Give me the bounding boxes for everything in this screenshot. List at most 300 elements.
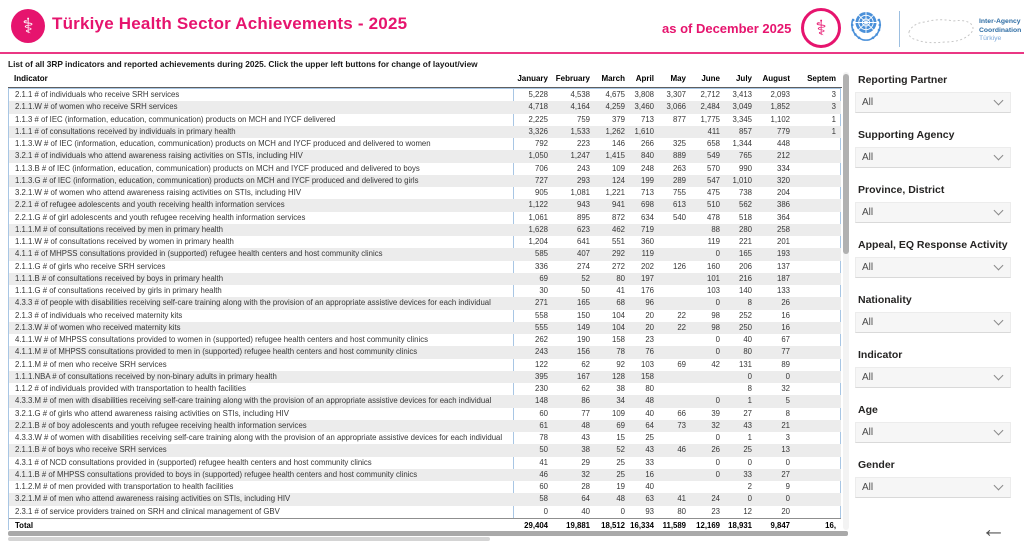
value-cell: 19: [616, 482, 625, 491]
indicator-cell: 2.2.1.G # of girl adolescents and youth refugee receiving health information services: [15, 212, 306, 222]
value-cell: 48: [645, 396, 654, 406]
value-cell: 759: [576, 114, 590, 124]
table-header-row: [8, 70, 842, 88]
indicator-cell: 4.3.3.W # of women with disabilities receiving self-care training along with the provision of an appropriate assistive devices for each individual: [15, 433, 503, 442]
value-cell: 41: [539, 457, 548, 467]
back-arrow-icon[interactable]: ←: [981, 515, 1006, 543]
table-row[interactable]: [9, 395, 841, 407]
value-cell: 33: [743, 469, 752, 479]
value-cell: 0: [715, 396, 720, 406]
indicator-cell: 1.1.1.W # of consultations received by women in primary health: [15, 237, 234, 246]
value-cell: 0: [715, 335, 720, 344]
value-cell: 272: [611, 261, 625, 271]
value-cell: 93: [645, 506, 654, 516]
value-cell: 63: [645, 494, 654, 504]
indicator-cell: 4.1.1 # of MHPSS consultations provided in (supported) refugee health centers and host community clinics: [15, 249, 383, 259]
value-cell: 62: [581, 359, 590, 369]
filter-label: Reporting Partner: [858, 74, 948, 86]
total-row: [9, 518, 841, 532]
value-cell: 150: [576, 310, 590, 320]
value-cell: 52: [616, 445, 625, 455]
chevron-down-icon: [994, 316, 1004, 326]
indicator-cell: 1.1.3.W # of IEC (information, education, communication) products on MCH and IYCF produced and delivered to women: [15, 139, 431, 148]
column-header-may[interactable]: May: [670, 74, 686, 83]
value-cell: 165: [576, 298, 590, 308]
value-cell: 462: [611, 224, 625, 234]
value-cell: 73: [677, 420, 686, 430]
indicator-cell: 1.1.1.M # of consultations received by men in primary health: [15, 224, 224, 234]
value-cell: 0: [715, 457, 720, 467]
filter-age: [855, 404, 1011, 443]
value-cell: 187: [776, 273, 790, 283]
value-cell: 990: [738, 163, 752, 173]
logo-divider: [899, 11, 900, 47]
value-cell: 0: [543, 506, 548, 516]
value-cell: 889: [672, 151, 686, 161]
value-cell: 1: [831, 126, 836, 136]
table-row[interactable]: [9, 248, 841, 260]
filter-dropdown[interactable]: [855, 477, 1011, 498]
value-cell: 60: [539, 482, 548, 491]
value-cell: 765: [738, 151, 752, 161]
value-cell: 40: [645, 482, 654, 491]
value-cell: 755: [672, 188, 686, 197]
value-cell: 160: [706, 261, 720, 271]
table-row[interactable]: [9, 297, 841, 309]
table-row[interactable]: [9, 432, 841, 444]
value-cell: 62: [581, 384, 590, 393]
filter-dropdown[interactable]: [855, 92, 1011, 113]
indicator-cell: 1.1.2.M # of men provided with transportation to health facilities: [15, 482, 234, 491]
value-cell: 364: [776, 212, 790, 222]
table-row[interactable]: [9, 175, 841, 187]
table-row[interactable]: [9, 481, 841, 493]
value-cell: 0: [785, 457, 790, 467]
filter-dropdown[interactable]: [855, 257, 1011, 278]
table-row[interactable]: [9, 224, 841, 236]
value-cell: 872: [611, 212, 625, 222]
indicator-cell: 1.1.1.B # of consultations received by boys in primary health: [15, 273, 224, 283]
value-cell: 379: [611, 114, 625, 124]
value-cell: 25: [645, 433, 654, 442]
caduceus-icon: ⚕: [815, 16, 827, 40]
value-cell: 407: [576, 249, 590, 259]
value-cell: 18,931: [728, 521, 752, 530]
value-cell: 69: [539, 273, 548, 283]
value-cell: 12: [743, 506, 752, 516]
chevron-down-icon: [994, 371, 1004, 381]
value-cell: 1,852: [770, 102, 790, 112]
table-row[interactable]: [9, 457, 841, 469]
chevron-down-icon: [994, 96, 1004, 106]
value-cell: 478: [706, 212, 720, 222]
table-row[interactable]: [9, 187, 841, 199]
value-cell: 28: [581, 482, 590, 491]
chevron-down-icon: [994, 261, 1004, 271]
value-cell: 3,808: [634, 90, 654, 99]
value-cell: 80: [645, 384, 654, 393]
value-cell: 158: [640, 371, 654, 381]
value-cell: 2,093: [770, 90, 790, 99]
indicator-cell: 2.3.1 # of service providers trained on SRH and clinical management of GBV: [15, 506, 280, 516]
value-cell: 252: [738, 310, 752, 320]
column-header-septem[interactable]: Septem: [807, 74, 836, 83]
column-header-indicator[interactable]: Indicator: [14, 74, 48, 83]
value-cell: 713: [640, 188, 654, 197]
value-cell: 122: [534, 359, 548, 369]
column-header-january[interactable]: January: [517, 74, 548, 83]
value-cell: 25: [616, 457, 625, 467]
indicator-cell: 1.1.1 # of consultations received by individuals in primary health: [15, 126, 236, 136]
indicator-cell: 2.2.1.B # of boy adolescents and youth refugee receiving health information services: [15, 420, 307, 430]
health-cluster-logo: [801, 8, 841, 48]
filter-nationality: [855, 294, 1011, 333]
value-cell: 190: [576, 335, 590, 344]
value-cell: 334: [776, 163, 790, 173]
value-cell: 61: [539, 420, 548, 430]
filter-selected-value: All: [862, 97, 874, 108]
column-header-april[interactable]: April: [635, 74, 654, 83]
value-cell: 16,334: [630, 521, 654, 530]
horizontal-scrollbar-thumb[interactable]: [8, 537, 490, 541]
value-cell: 9,847: [770, 521, 790, 530]
column-header-june[interactable]: June: [701, 74, 720, 83]
value-cell: 570: [706, 163, 720, 173]
value-cell: 76: [645, 347, 654, 357]
table-row[interactable]: [9, 114, 841, 126]
value-cell: 212: [776, 151, 790, 161]
indicator-cell: 4.1.1.W # of MHPSS consultations provided to women in (supported) refugee health centers and host community clinics: [15, 335, 429, 344]
value-cell: 199: [640, 175, 654, 185]
value-cell: 719: [640, 224, 654, 234]
value-cell: 50: [539, 445, 548, 455]
value-cell: 39: [711, 408, 720, 418]
table-row[interactable]: [9, 322, 841, 334]
table-body: [9, 89, 841, 518]
value-cell: 0: [715, 347, 720, 357]
table-row[interactable]: [9, 236, 841, 248]
table-row[interactable]: [9, 346, 841, 358]
value-cell: 46: [677, 445, 686, 455]
value-cell: 1,050: [528, 151, 548, 161]
value-cell: 4,164: [570, 102, 590, 112]
column-header-february[interactable]: February: [555, 74, 590, 83]
table-row[interactable]: [9, 444, 841, 456]
value-cell: 16,: [825, 521, 836, 530]
value-cell: 176: [640, 286, 654, 295]
horizontal-scrollbar[interactable]: [8, 531, 848, 536]
value-cell: 658: [706, 139, 720, 148]
indicator-cell: 1.1.3.G # of IEC (information, education, communication) products on MCH and IYCF produced and delivered to girls: [15, 175, 419, 185]
value-cell: 16: [781, 310, 790, 320]
filter-label: Appeal, EQ Response Activity: [858, 239, 1008, 251]
value-cell: 2: [747, 482, 752, 491]
value-cell: 1,775: [700, 114, 720, 124]
indicator-cell: 2.1.1.M # of men who receive SRH services: [15, 359, 167, 369]
column-header-july[interactable]: July: [735, 74, 752, 83]
value-cell: 266: [640, 139, 654, 148]
value-cell: 104: [611, 322, 625, 332]
value-cell: 1,247: [570, 151, 590, 161]
value-cell: 146: [611, 139, 625, 148]
value-cell: 124: [611, 175, 625, 185]
value-cell: 60: [539, 408, 548, 418]
filter-gender: [855, 459, 1011, 498]
value-cell: 4,675: [605, 90, 625, 99]
value-cell: 43: [743, 420, 752, 430]
value-cell: 1,344: [732, 139, 752, 148]
value-cell: 149: [576, 322, 590, 332]
month-headers: [513, 74, 838, 83]
value-cell: 18,512: [601, 521, 625, 530]
value-cell: 21: [781, 420, 790, 430]
filter-dropdown[interactable]: [855, 147, 1011, 168]
value-cell: 34: [616, 396, 625, 406]
table-row[interactable]: [9, 273, 841, 285]
value-cell: 33: [645, 457, 654, 467]
value-cell: 92: [616, 359, 625, 369]
value-cell: 80: [677, 506, 686, 516]
filter-selected-value: All: [862, 482, 874, 493]
value-cell: 206: [738, 261, 752, 271]
value-cell: 29: [581, 457, 590, 467]
value-cell: 0: [747, 494, 752, 504]
table-row[interactable]: [9, 359, 841, 371]
value-cell: 230: [534, 384, 548, 393]
table-row[interactable]: [9, 163, 841, 175]
value-cell: 20: [645, 310, 654, 320]
value-cell: 706: [534, 163, 548, 173]
caduceus-icon: ⚕: [22, 14, 34, 38]
value-cell: 52: [581, 273, 590, 283]
table-row[interactable]: [9, 383, 841, 395]
indicator-cell: 1.1.1.NBA # of consultations received by non-binary adults in primary health: [15, 371, 277, 381]
value-cell: 77: [581, 408, 590, 418]
value-cell: 156: [576, 347, 590, 357]
indicator-cell: 3.2.1.W # of women who attend awareness raising activities on STIs, including HIV: [15, 188, 302, 197]
filter-dropdown[interactable]: [855, 422, 1011, 443]
value-cell: 3: [831, 90, 836, 99]
table-row[interactable]: [9, 285, 841, 297]
value-cell: 42: [711, 359, 720, 369]
indicator-cell: 1.1.1.G # of consultations received by girls in primary health: [15, 286, 222, 295]
table-row[interactable]: [9, 310, 841, 322]
value-cell: 98: [711, 322, 720, 332]
value-cell: 1,533: [570, 126, 590, 136]
table-row[interactable]: [9, 150, 841, 162]
value-cell: 411: [707, 126, 720, 136]
value-cell: 140: [738, 286, 752, 295]
header-divider-line: [0, 52, 1024, 54]
value-cell: 16: [645, 469, 654, 479]
value-cell: 89: [781, 359, 790, 369]
value-cell: 4,259: [605, 102, 625, 112]
value-cell: 292: [611, 249, 625, 259]
filter-selected-value: All: [862, 427, 874, 438]
turkiye-dotted-map: [905, 16, 977, 46]
table-row[interactable]: [9, 89, 841, 101]
value-cell: 216: [738, 273, 752, 283]
value-cell: 19,881: [566, 521, 590, 530]
indicator-cell: 3.2.1.G # of girls who attend awareness raising activities on STIs, including HIV: [15, 408, 289, 418]
value-cell: 1,061: [528, 212, 548, 222]
value-cell: 78: [539, 433, 548, 442]
value-cell: 1,415: [605, 151, 625, 161]
filter-dropdown[interactable]: [855, 202, 1011, 223]
filter-reporting-partner: [855, 74, 1011, 113]
value-cell: 518: [738, 212, 752, 222]
value-cell: 11,589: [662, 521, 686, 530]
table-row[interactable]: [9, 420, 841, 432]
table-row[interactable]: [9, 261, 841, 273]
filter-appeal-eq-response-activity: [855, 239, 1011, 278]
column-header-august[interactable]: August: [762, 74, 790, 83]
value-cell: 1,262: [605, 126, 625, 136]
value-cell: 3,066: [666, 102, 686, 112]
indicator-cell: 4.1.1.B # of MHPSS consultations provided to boys in (supported) refugee health centers and host community clinics: [15, 469, 418, 479]
value-cell: 128: [611, 371, 625, 381]
table-row[interactable]: [9, 138, 841, 150]
indicator-cell: 2.1.1 # of individuals who receive SRH services: [15, 90, 180, 99]
table-row[interactable]: [9, 101, 841, 113]
indicators-table: [8, 70, 842, 530]
value-cell: 549: [706, 151, 720, 161]
value-cell: 197: [640, 273, 654, 283]
value-cell: 792: [534, 139, 548, 148]
value-cell: 713: [640, 114, 654, 124]
value-cell: 68: [616, 298, 625, 308]
value-cell: 32: [781, 384, 790, 393]
value-cell: 5: [785, 396, 790, 406]
value-cell: 66: [677, 408, 686, 418]
value-cell: 941: [611, 200, 625, 210]
value-cell: 905: [534, 188, 548, 197]
table-row[interactable]: [9, 199, 841, 211]
value-cell: 320: [776, 175, 790, 185]
value-cell: 5,228: [528, 90, 548, 99]
chevron-down-icon: [994, 206, 1004, 216]
value-cell: 1,204: [528, 237, 548, 246]
value-cell: 1,081: [570, 188, 590, 197]
value-cell: 20: [645, 322, 654, 332]
value-cell: 3,413: [732, 90, 752, 99]
filter-label: Nationality: [858, 294, 912, 306]
table-row[interactable]: [9, 408, 841, 420]
filter-dropdown[interactable]: [855, 367, 1011, 388]
value-cell: 202: [640, 261, 654, 271]
value-cell: 38: [616, 384, 625, 393]
value-cell: 555: [534, 322, 548, 332]
value-cell: 0: [785, 494, 790, 504]
value-cell: 69: [677, 359, 686, 369]
value-cell: 1,102: [770, 114, 790, 124]
page-title: Türkiye Health Sector Achievements - 2025: [52, 14, 408, 33]
value-cell: 0: [715, 469, 720, 479]
indicator-cell: 1.1.3.B # of IEC (information, education, communication) products on MCH and IYCF produced and delivered to boys: [15, 163, 420, 173]
indicator-cell: 4.1.1.M # of MHPSS consultations provided to men in (supported) refugee health centers and host community clinics: [15, 347, 418, 357]
table-row[interactable]: [9, 334, 841, 346]
value-cell: 243: [576, 163, 590, 173]
value-cell: 67: [781, 335, 790, 344]
value-cell: 2,225: [528, 114, 548, 124]
value-cell: 119: [641, 249, 654, 259]
value-cell: 64: [645, 420, 654, 430]
indicator-cell: 4.3.3 # of people with disabilities receiving self-care training along with the provision of an appropriate assistive devices for each individual: [15, 298, 491, 308]
value-cell: 1,221: [605, 188, 625, 197]
value-cell: 0: [785, 371, 790, 381]
chevron-down-icon: [994, 151, 1004, 161]
indicator-cell: 2.2.1 # of refugee adolescents and youth receiving health information services: [15, 200, 285, 210]
value-cell: 103: [706, 286, 720, 295]
value-cell: 26: [781, 298, 790, 308]
value-cell: 137: [776, 261, 790, 271]
value-cell: 86: [581, 396, 590, 406]
value-cell: 243: [534, 347, 548, 357]
value-cell: 64: [581, 494, 590, 504]
value-cell: 248: [640, 163, 654, 173]
value-cell: 193: [776, 249, 790, 259]
filter-label: Gender: [858, 459, 895, 471]
value-cell: 475: [706, 188, 720, 197]
filter-label: Indicator: [858, 349, 903, 361]
column-header-march[interactable]: March: [601, 74, 625, 83]
value-cell: 22: [677, 310, 686, 320]
value-cell: 551: [611, 237, 625, 246]
table-row[interactable]: [9, 506, 841, 518]
filter-indicator: [855, 349, 1011, 388]
value-cell: 360: [640, 237, 654, 246]
value-cell: 4,718: [528, 102, 548, 112]
value-cell: 32: [581, 469, 590, 479]
filter-dropdown[interactable]: [855, 312, 1011, 333]
value-cell: 27: [743, 408, 752, 418]
value-cell: 634: [640, 212, 654, 222]
value-cell: 943: [576, 200, 590, 210]
value-cell: 0: [747, 371, 752, 381]
value-cell: 2,712: [700, 90, 720, 99]
table-row[interactable]: [9, 126, 841, 138]
value-cell: 8: [747, 298, 752, 308]
table-row[interactable]: [9, 212, 841, 224]
table-row[interactable]: [9, 371, 841, 383]
value-cell: 1: [747, 433, 752, 442]
value-cell: 148: [534, 396, 548, 406]
value-cell: 223: [576, 139, 590, 148]
value-cell: 80: [743, 347, 752, 357]
value-cell: 109: [611, 408, 625, 418]
value-cell: 1: [831, 114, 836, 124]
value-cell: 1: [747, 396, 752, 406]
table-row[interactable]: [9, 493, 841, 505]
value-cell: 96: [645, 298, 654, 308]
value-cell: 336: [534, 261, 548, 271]
table-row[interactable]: [9, 469, 841, 481]
value-cell: 562: [738, 200, 752, 210]
indicator-cell: 3.2.1.M # of men who attend awareness raising activities on STIs, including HIV: [15, 494, 291, 504]
value-cell: 3,460: [634, 102, 654, 112]
indicator-cell: 2.1.3 # of individuals who received maternity kits: [15, 310, 183, 320]
value-cell: 585: [534, 249, 548, 259]
total-label: Total: [15, 521, 34, 530]
filter-label: Supporting Agency: [858, 129, 955, 141]
value-cell: 895: [576, 212, 590, 222]
value-cell: 77: [781, 347, 790, 357]
vertical-scrollbar-thumb[interactable]: [843, 74, 849, 254]
value-cell: 133: [776, 286, 790, 295]
value-cell: 3,326: [528, 126, 548, 136]
value-cell: 779: [776, 126, 790, 136]
value-cell: 101: [706, 273, 720, 283]
